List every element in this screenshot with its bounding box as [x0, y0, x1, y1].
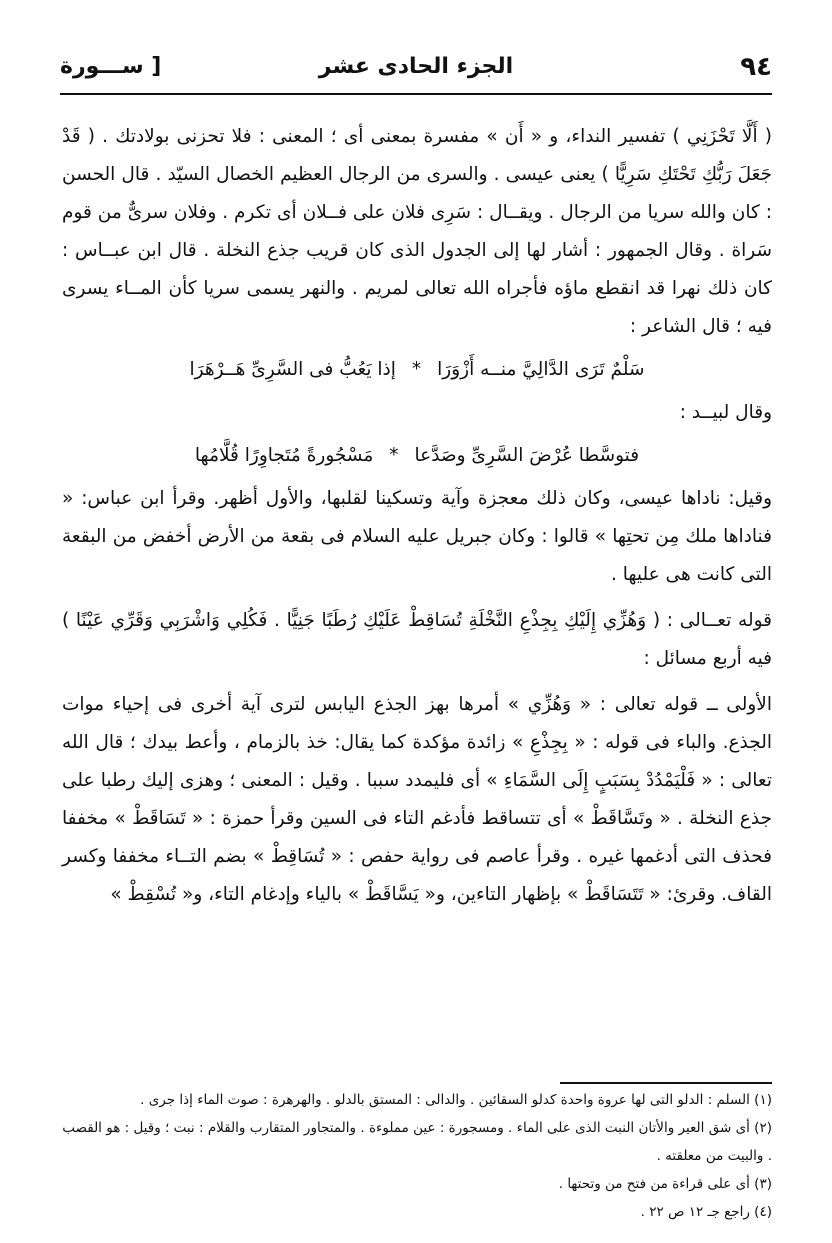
verse-2-second-hemistich: مَسْجُورةً مُتَجاوِرًا قُلَّامُها	[194, 445, 374, 466]
paragraph-2: وقال لبيــد :	[679, 402, 772, 423]
verse-separator: *	[389, 445, 399, 466]
footnote-2: (٢) أى شق العير والأتان النبت الذى على الماء . ومسجورة : عين مملوءة . والمتجاور المتقارب والقلام : نبت ؛ وقيل : هو القصب . والبيت من معلقته .	[62, 1120, 772, 1164]
verse-1-second-hemistich: إذا يَعُبُّ فى السَّرِىِّ هَــرْهَرَا	[189, 359, 396, 380]
footnote-rule	[560, 1082, 772, 1084]
poetry-verse-1	[62, 350, 772, 390]
surah-label: [ ســـورة	[60, 54, 162, 79]
paragraph-3: وقيل: ناداها عيسى، وكان ذلك معجزة وآية وتسكينا لقلبها، والأول أظهر. وقرأ ابن عباس: « فناداها ملك مِن تحتِها » قالوا : وكان جبريل عليه السلام فى بقعة من الأرض أخفض من البقعة التى كانت هى عليها .	[62, 488, 772, 585]
page-header	[60, 48, 772, 90]
footnote-4: (٤) راجع جـ ١٢ ص ٢٢ .	[640, 1204, 772, 1220]
footnotes	[60, 1086, 772, 1226]
verse-2-first-hemistich: فتوسَّطا عُرْضَ السَّرِىِّ وصَدَّعا	[414, 445, 640, 466]
paragraph-1: ( أَلَّا تَحْزَنِي ) تفسير النداء، و « أَن » مفسرة بمعنى أى ؛ المعنى : فلا تحزنى بولادتك . ( قَدْ جَعَلَ رَبُّكِ تَحْتَكِ سَرِيًّا ) يعنى عيسى . والسرى من الرجال العظيم الخصال السيّد . قال الحسن : كان والله سريا من الرجال . ويقــال : سَرِى فلان على فــلان أى تكرم . وفلان سرىٌّ من قوم سَراة . وقال الجمهور : أشار لها إلى الجدول الذى كان قريب جذع النخلة . قال ابن عبــاس : كان ذلك نهرا قد انقطع ماؤه فأجراه الله تعالى لمريم . والنهر يسمى سريا كأن المــاء يسرى فيه ؛ قال الشاعر :	[62, 126, 772, 337]
poetry-verse-2	[62, 436, 772, 476]
running-title: الجزء الحادى عشر	[318, 54, 514, 79]
main-text	[62, 118, 772, 914]
paragraph-5: الأولى ــ قوله تعالى : « وَهُزِّي » أمرها بهز الجذع اليابس لترى آية أخرى فى إحياء موات الجذع. والباء فى قوله : « بِجِذْعِ » زائدة مؤكدة كما يقال: خذ بالزمام ، وأعط بيدك ؛ قال الله تعالى : « فَلْيَمْدُدْ بِسَبَبٍ إِلَى السَّمَاءِ » أى فليمدد سببا . وقيل : المعنى ؛ وهزى إليك رطبا على جذع النخلة . « وتَسَّاقَطْ » أى تتساقط فأدغم التاء فى السين وقرأ حمزة : « تَسَاقَطْ » مخففا فحذف التى أدغمها غيره . وقرأ عاصم فى رواية حفص : « تُسَاقِطْ » بضم التــاء مخففا وكسر القاف. وقرئ: « تَتَسَاقَطْ » بإظهار التاءين، و« يَسَّاقَطْ » بالياء وإدغام التاء، و« تُسْقِطْ »	[62, 694, 772, 905]
header-rule	[60, 93, 772, 95]
verse-separator: *	[411, 359, 422, 380]
footnote-3: (٣) أى على قراءة من فتح من وتحتها .	[558, 1176, 772, 1192]
footnote-1: (١) السلم : الدلو التى لها عروة واحدة كدلو السقائين . والدالى : المستق بالدلو . والهرهرة : صوت الماء إذا جرى .	[140, 1092, 772, 1108]
verse-1-first-hemistich: سَلْمٌ تَرَى الدَّالِيَّ منــه أَزْوَرَا	[437, 359, 645, 380]
page-number: ٩٤	[740, 52, 772, 82]
paragraph-4: قوله تعــالى : ( وَهُزِّي إِلَيْكِ بِجِذْعِ النَّخْلَةِ تُسَاقِطْ عَلَيْكِ رُطَبًا جَنِيًّا . فَكُلِي وَاشْرَبِي وَقَرِّي عَيْنًا ) فيه أربع مسائل :	[62, 610, 772, 669]
